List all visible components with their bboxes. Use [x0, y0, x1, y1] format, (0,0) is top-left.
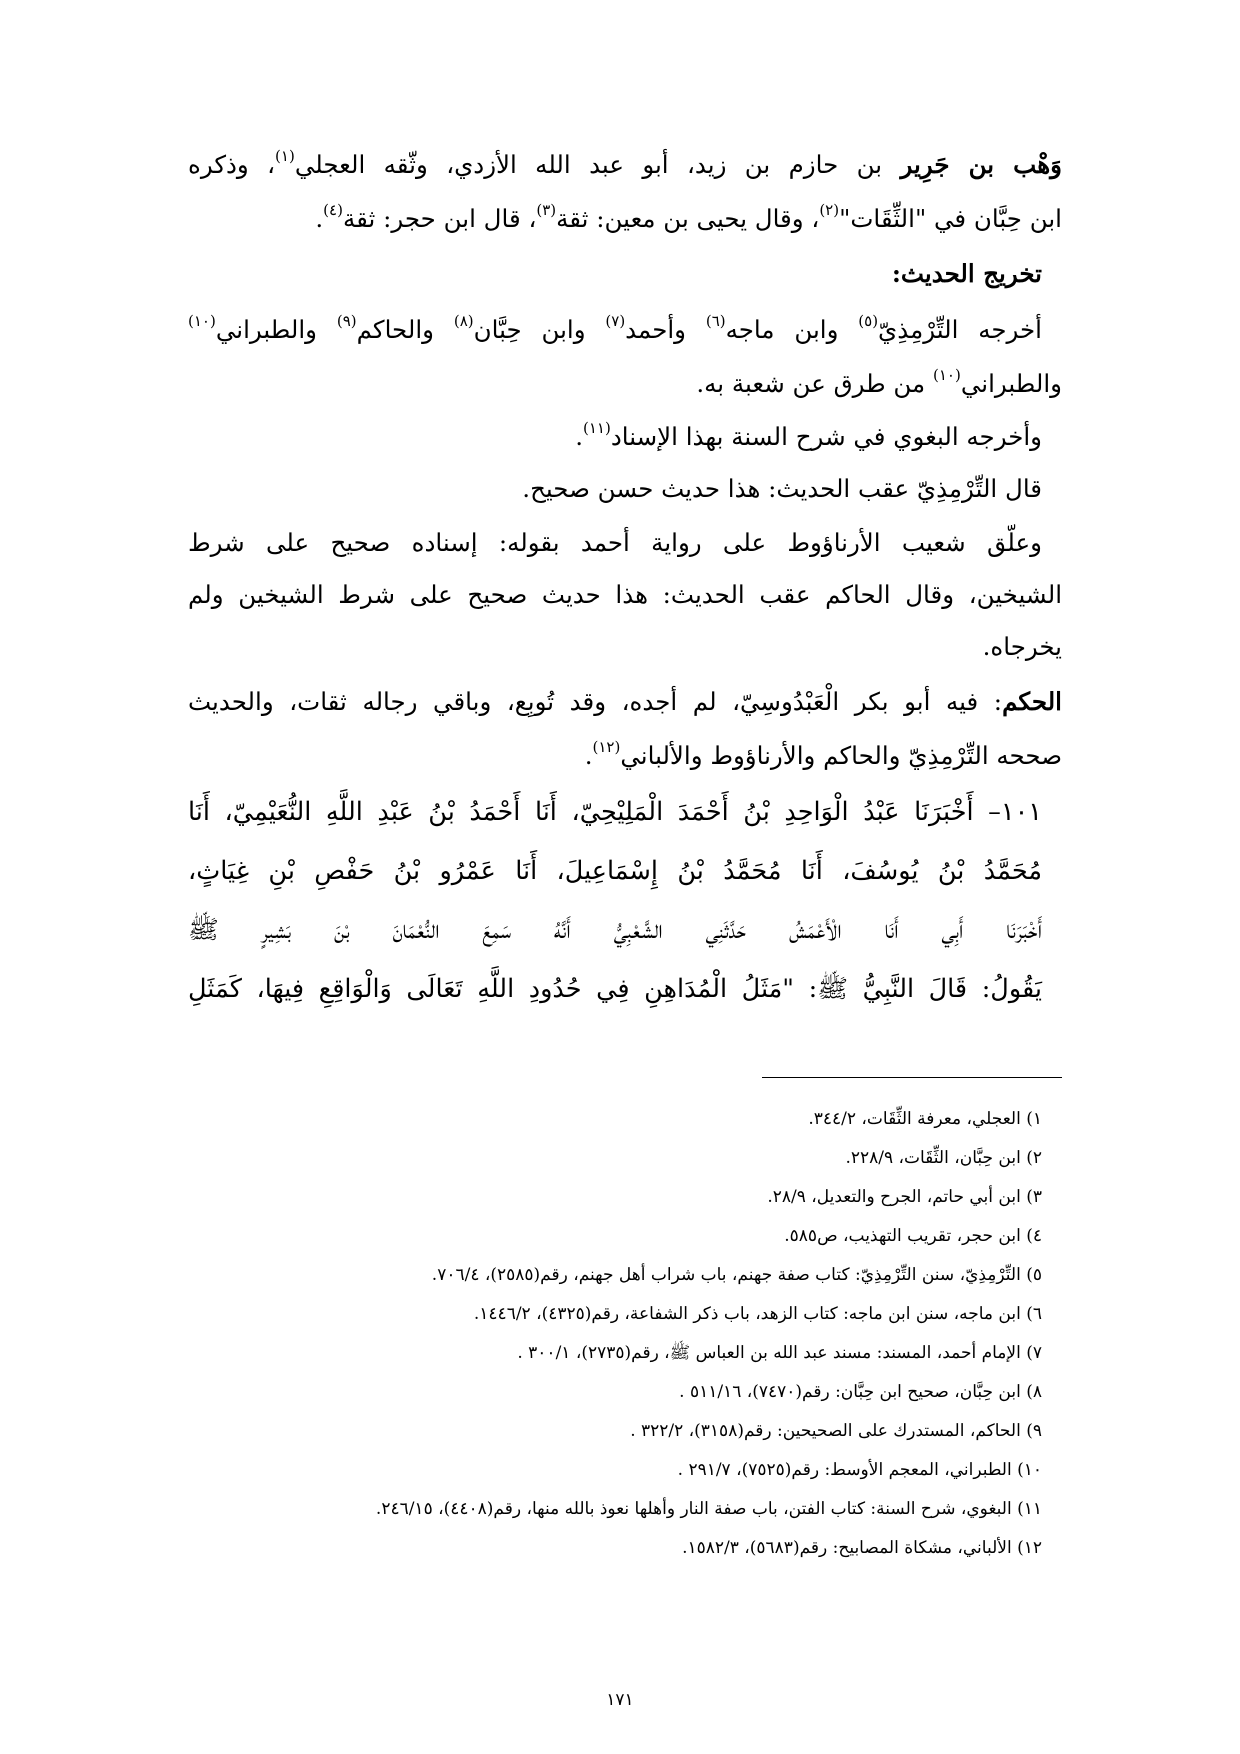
takhrij-line-2 [188, 356, 1062, 412]
heading-text: تخريج الحديث: [891, 259, 1042, 288]
text-run: وابن حِبَّان [473, 315, 606, 344]
arnaut-comment-line-2: الشيخين، وقال الحاكم عقب الحديث: هذا حديث صحيح على شرط الشيخين ولم [188, 580, 1062, 609]
footnote-ref: (٤) [323, 201, 343, 219]
ruling-line-1 [188, 674, 1062, 730]
takhrij-line-1 [188, 302, 1042, 358]
tirmidhi-grading-line: قال التِّرْمِذِيّ عقب الحديث: هذا حديث حسن صحيح. [522, 474, 1042, 503]
text-run: . [315, 204, 324, 233]
page-number: ١٧١ [606, 1690, 634, 1710]
text-run: صححه التِّرْمِذِيّ والحاكم والأرناؤوط والألباني [620, 741, 1062, 770]
footnote-ref: (٩) [336, 312, 357, 330]
footnote-5: ٥) التِّرْمِذِيّ، سنن التِّرْمِذِيّ: كتاب صفة جهنم، باب شراب أهل جهنم، رقم(٢٥٨٥)، ٧٠٦/٤. [431, 1265, 1042, 1285]
footnote-ref: (١٢) [592, 738, 621, 756]
hadith-line-2: مُحَمَّدُ بْنُ يُوسُفَ، أَنَا مُحَمَّدُ بْنُ إِسْمَاعِيلَ، أَنَا عَمْرُو بْنُ حَفْصِ بْنِ غِيَاثٍ، [188, 856, 1042, 886]
footnote-ref: (٢) [819, 201, 840, 219]
footnote-3: ٣) ابن أبي حاتم، الجرح والتعديل، ٢٨/٩. [767, 1187, 1042, 1207]
footnote-12: ١٢) الألباني، مشكاة المصابيح: رقم(٥٦٨٣)، ١٥٨٢/٣. [682, 1538, 1042, 1558]
footnote-ref: (٥) [858, 312, 879, 330]
text-run: ، قال ابن حجر: ثقة [342, 204, 537, 233]
footnote-7: ٧) الإمام أحمد، المسند: مسند عبد الله بن العباس ﷺ، رقم(٢٧٣٥)، ٣٠٠/١ . [517, 1343, 1042, 1363]
footnote-ref: (٣) [536, 201, 557, 219]
arnaut-comment-line-3: يخرجاه. [982, 632, 1062, 661]
footnote-10: ١٠) الطبراني، المعجم الأوسط: رقم(٧٥٢٥)، ٢٩١/٧ . [677, 1460, 1042, 1480]
footnote-separator [762, 1077, 1062, 1078]
text-run: والطبراني [960, 369, 1062, 398]
footnote-1: ١) العجلي، معرفة الثِّقَات، ٣٤٤/٢. [808, 1109, 1042, 1129]
text-run: . [584, 741, 593, 770]
text-run: وأحمد [625, 315, 706, 344]
footnote-11: ١١) البغوي، شرح السنة: كتاب الفتن، باب صفة النار وأهلها نعوذ بالله منها، رقم(٤٤٠٨)، ٢٤٦/١٥. [375, 1499, 1042, 1519]
ruling-label: الحكم [1002, 687, 1062, 716]
text-run: من طرق عن شعبة به. [696, 369, 933, 398]
text-run: ابن حِبَّان في "الثِّقَات" [839, 204, 1062, 233]
footnote-6: ٦) ابن ماجه، سنن ابن ماجه: كتاب الزهد، باب ذكر الشفاعة، رقم(٤٣٢٥)، ١٤٤٦/٢. [473, 1304, 1042, 1324]
footnote-ref: (١) [275, 147, 295, 165]
text-run: وابن ماجه [725, 315, 859, 344]
footnote-ref: (٦) [705, 312, 726, 330]
text-run: : فيه أبو بكر الْعَبْدُوسِيّ، لم أجده، وقد تُوبِع، وباقي رجاله ثقات، والحديث [188, 687, 1003, 716]
footnote-ref: (٨) [453, 312, 474, 330]
narrator-name: وَهْب بن جَرِير [900, 150, 1062, 179]
footnote-ref: (١٠) [932, 366, 961, 384]
narrator-bio-line-2 [188, 191, 1062, 247]
text-run: وأخرجه البغوي في شرح السنة بهذا الإسناد [610, 422, 1042, 451]
text-run: أخرجه التِّرْمِذِيّ [878, 315, 1042, 344]
text-run: بن حازم بن زيد، أبو عبد الله الأزدي، وثّقه العجلي [294, 150, 901, 179]
text-run: والحاكم [356, 315, 454, 344]
footnote-4: ٤) ابن حجر، تقريب التهذيب، ص٥٨٥. [784, 1226, 1042, 1246]
footnote-2: ٢) ابن حِبَّان، الثِّقَات، ٢٢٨/٩. [845, 1148, 1042, 1168]
text-run: ، وقال يحيى بن معين: ثقة [556, 204, 820, 233]
text-run: . [575, 422, 584, 451]
hadith-line-1: ١٠١– أَخْبَرَنَا عَبْدُ الْوَاحِدِ بْنُ أَحْمَدَ الْمَلِيْحِيّ، أَنَا أَحْمَدُ بْنُ عَبْدِ اللَّهِ النُّعَيْمِيّ، أَنَا [188, 797, 1042, 827]
ruling-line-2 [188, 728, 1062, 784]
footnote-ref: (٧) [605, 312, 626, 330]
footnote-9: ٩) الحاكم، المستدرك على الصحيحين: رقم(٣١٥٨)، ٣٢٢/٢ . [630, 1421, 1042, 1441]
arnaut-comment-line-1: وعلّق شعيب الأرناؤوط على رواية أحمد بقوله: إسناده صحيح على شرط [188, 528, 1042, 557]
hadith-line-4: يَقُولُ: قَالَ النَّبِيُّ ﷺ: "مَثَلُ الْمُدَاهِنِ فِي حُدُودِ اللَّهِ تَعَالَى وَالْوَاقِعِ فِيهَا، كَمَثَلِ [188, 974, 1042, 1004]
hadith-line-3: أَخْبَرَنَا أَبِي أَنَا الْأَعْمَشُ حَدَّثَنِي الشَّعْبِيُّ أَنَّهُ سَمِعَ النُّعْمَانَ بْنَ بَشِيرٍ ﷺ [188, 915, 1042, 945]
footnote-ref: (١٠) [188, 312, 216, 330]
text-run: والطبراني [215, 315, 337, 344]
section-heading [188, 246, 1042, 302]
text-run: ، وذكره [188, 150, 276, 179]
narrator-bio-line-1 [188, 137, 1062, 193]
baghawi-line [188, 409, 1042, 465]
footnote-8: ٨) ابن حِبَّان، صحيح ابن حِبَّان: رقم(٧٤٧٠)، ٥١١/١٦ . [679, 1382, 1042, 1402]
footnote-ref: (١١) [583, 419, 611, 437]
